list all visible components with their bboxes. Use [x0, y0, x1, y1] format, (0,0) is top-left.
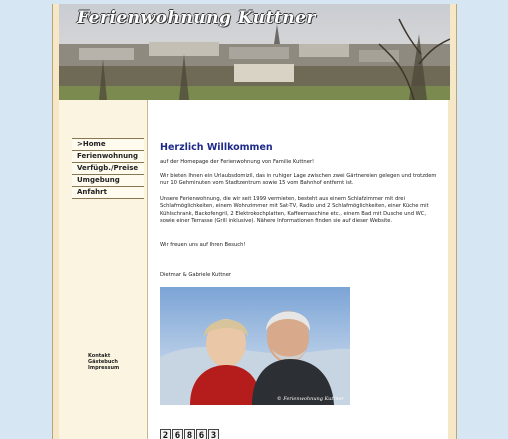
owners-photo-image: [160, 287, 350, 405]
page-frame: [52, 4, 457, 439]
counter-digit: 2: [160, 429, 171, 439]
main-navigation: [72, 138, 144, 199]
main-content: [147, 100, 448, 439]
apartment-paragraph: Unsere Ferienwohnung, die wir seit 1999 vermieten, besteht aus einem Schlafzimmer mit drei Schlafmöglichkeiten, einem Wohnzimmer mit Sat-TV, Radio und 2 Schlafmöglichkeiten, einer Küche mit Kühlschrank, Backofengril, 2 Elektrokochplatten, Kaffeemaschine etc., einem Bad mit Dusche und WC, sowie einer Terrasse (Grill inklusive). Nähere Informationen finden sie auf dieser Website.: [160, 196, 429, 224]
footer-links: [88, 353, 119, 371]
greeting-paragraph: Wir freuen uns auf Ihren Besuch!: [160, 242, 246, 248]
counter-digit: 8: [184, 429, 195, 439]
kontakt-link[interactable]: Kontakt: [88, 353, 111, 359]
site-title: Ferienwohnung Kuttner: [77, 8, 316, 28]
counter-digit: 6: [172, 429, 183, 439]
owners-photo: [160, 287, 350, 405]
page-heading: Herzlich Willkommen: [160, 142, 273, 153]
nav-item-home[interactable]: >Home: [72, 138, 144, 151]
header-banner: [59, 4, 450, 100]
photo-watermark: © Ferienwohnung Kuttner: [276, 396, 344, 402]
nav-item-verfuegbarkeit-preise[interactable]: Verfügb./Preise: [72, 163, 144, 175]
nav-item-umgebung[interactable]: Umgebung: [72, 175, 144, 187]
counter-digit: 3: [208, 429, 219, 439]
counter-digit: 6: [196, 429, 207, 439]
impressum-link[interactable]: Impressum: [88, 365, 120, 371]
visitor-counter: [160, 429, 219, 439]
signature-text: Dietmar & Gabriele Kuttner: [160, 272, 232, 278]
location-paragraph: Wir bieten Ihnen ein Urlaubsdomizil, das in ruhiger Lage zwischen zwei Gärtnereien gelegen und trotzdem nur 10 Gehminuten vom Stadtzentrum sowie 15 vom Bahnhof entfernt ist.: [160, 173, 437, 187]
nav-item-ferienwohnung[interactable]: Ferienwohnung: [72, 151, 144, 163]
gaestebuch-link[interactable]: Gästebuch: [88, 359, 118, 365]
welcome-paragraph: auf der Homepage der Ferienwohnung von Familie Kuttner!: [160, 159, 315, 165]
nav-item-anfahrt[interactable]: Anfahrt: [72, 187, 144, 199]
